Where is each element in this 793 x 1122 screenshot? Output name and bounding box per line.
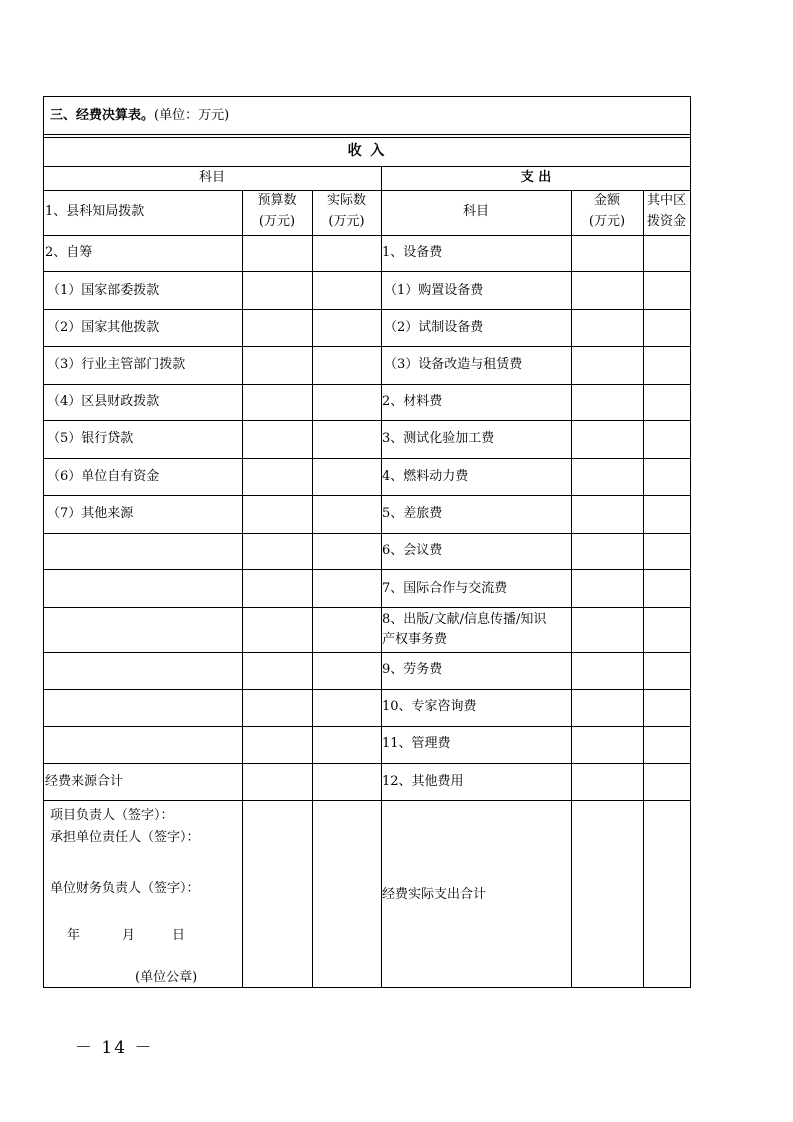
expense-row-5: 3、测试化验加工费 bbox=[382, 431, 495, 446]
expense-row-8: 6、会议费 bbox=[382, 543, 443, 558]
income-row-8: （7）其他来源 bbox=[47, 506, 134, 521]
expense-row-7: 5、差旅费 bbox=[382, 506, 443, 521]
income-row-0: 1、县科知局拨款 bbox=[45, 204, 145, 219]
section-title-label: 三、经费决算表。 bbox=[50, 108, 155, 123]
expense-row-1: （1）购置设备费 bbox=[384, 283, 484, 298]
expense-row-10-line1: 8、出版/文献/信息传播/知识 bbox=[382, 612, 547, 627]
section-title-unit: (单位：万元) bbox=[154, 108, 230, 123]
col-amount-line1: 金额 bbox=[593, 193, 620, 208]
section-title bbox=[50, 108, 229, 124]
page-number: － 14 － bbox=[75, 1038, 154, 1058]
income-row-6: （5）银行贷款 bbox=[47, 431, 134, 446]
col-actual-line2: (万元) bbox=[328, 214, 365, 229]
col-district-line1: 其中区 bbox=[646, 193, 686, 208]
income-header: 收 入 bbox=[347, 143, 387, 159]
expense-row-9: 7、国际合作与交流费 bbox=[382, 581, 508, 596]
date-year: 年 bbox=[67, 928, 81, 943]
expense-row-3: （3）设备改造与租赁费 bbox=[384, 357, 523, 372]
income-row-4: （3）行业主管部门拨款 bbox=[47, 357, 186, 372]
project-leader-signature: 项目负责人（签字）： bbox=[50, 808, 174, 823]
unit-seal: (单位公章) bbox=[135, 970, 198, 985]
unit-leader-signature: 承担单位责任人（签字）： bbox=[50, 830, 200, 845]
expense-row-4: 2、材料费 bbox=[382, 394, 443, 409]
income-total: 经费来源合计 bbox=[45, 774, 124, 789]
income-row-1: 2、自筹 bbox=[45, 245, 93, 260]
finance-leader-signature: 单位财务负责人（签字）： bbox=[50, 881, 200, 896]
col-budget-line2: (万元) bbox=[258, 214, 296, 229]
expense-row-0: 1、设备费 bbox=[382, 245, 443, 260]
col-amount-line2: (万元) bbox=[588, 214, 626, 229]
expense-row-12: 10、专家咨询费 bbox=[382, 699, 477, 714]
col-actual-line1: 实际数 bbox=[326, 193, 366, 208]
expense-header: 支 出 bbox=[520, 170, 552, 185]
expense-row-2: （2）试制设备费 bbox=[384, 320, 484, 335]
expense-row-6: 4、燃料动力费 bbox=[382, 469, 469, 484]
income-subject-header: 科目 bbox=[198, 170, 225, 185]
date-day: 日 bbox=[172, 928, 186, 943]
income-row-7: （6）单位自有资金 bbox=[47, 469, 160, 484]
expense-row-14: 12、其他费用 bbox=[382, 774, 464, 789]
income-row-5: （4）区县财政拨款 bbox=[47, 394, 160, 409]
expense-row-13: 11、管理费 bbox=[382, 736, 451, 751]
col-district-line2: 拨资金 bbox=[646, 214, 686, 229]
expense-row-11: 9、劳务费 bbox=[382, 662, 443, 677]
income-row-3: （2）国家其他拨款 bbox=[47, 320, 160, 335]
income-row-2: （1）国家部委拨款 bbox=[47, 283, 160, 298]
expense-row-10-line2: 产权事务费 bbox=[382, 632, 448, 647]
date-month: 月 bbox=[122, 928, 136, 943]
col-budget-line1: 预算数 bbox=[257, 193, 297, 208]
expense-total: 经费实际支出合计 bbox=[382, 887, 487, 902]
expense-subject-header: 科目 bbox=[462, 204, 489, 219]
